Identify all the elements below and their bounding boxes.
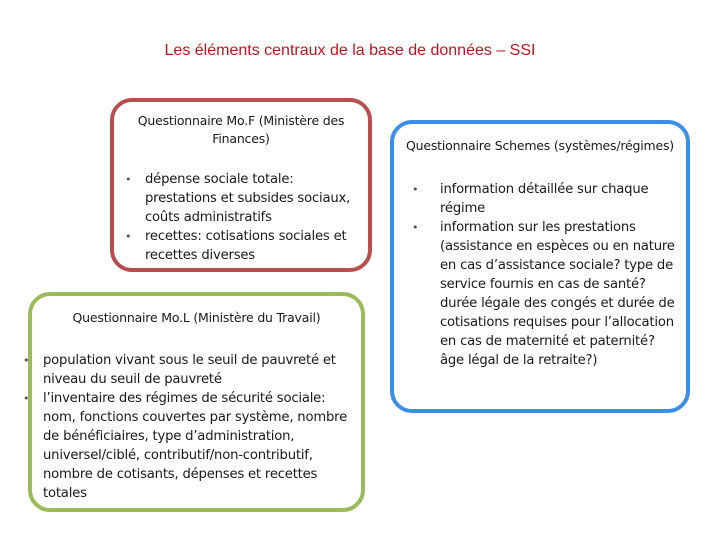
bullet-icon: •	[412, 221, 419, 234]
bullet-icon: •	[412, 183, 419, 196]
schemes-questionnaire-box	[390, 120, 690, 413]
slide-title: Les éléments centraux de la base de données – SSI	[164, 42, 536, 59]
mol-item-list	[23, 351, 355, 503]
schemes-item-list	[412, 180, 676, 370]
list-item-text: recettes: cotisations sociales et recettes diverses	[145, 229, 347, 263]
list-item-text: population vivant sous le seuil de pauvreté et niveau du seuil de pauvreté	[43, 353, 336, 387]
mol-box-title: Questionnaire Mo.L (Ministère du Travail)	[72, 310, 321, 325]
bullet-icon: •	[125, 230, 132, 243]
list-item-text: information sur les prestations (assistance en espèces ou en nature en cas d’assistance sociale? type de service fournis en cas de santé? durée légale des congés et durée de cotisations requises pour l’allocation en cas de maternité et paternité? âge légal de la retraite?)	[440, 220, 675, 368]
mol-questionnaire-box	[23, 292, 365, 512]
list-item	[412, 218, 676, 370]
list-item	[125, 170, 360, 227]
list-item	[23, 389, 355, 503]
mof-questionnaire-box	[110, 98, 372, 272]
mof-box-title: Questionnaire Mo.F (Ministère des Finances)	[137, 113, 345, 146]
list-item-text: dépense sociale totale: prestations et subsides sociaux, coûts administratifs	[145, 172, 351, 225]
list-item	[412, 180, 676, 218]
bullet-icon: •	[23, 354, 30, 367]
bullet-icon: •	[23, 392, 30, 405]
list-item-text: l’inventaire des régimes de sécurité sociale: nom, fonctions couvertes par système, nombre de bénéficiaires, type d’administration, universel/ciblé, contributif/non-contributif, nombre de cotisants, dépenses et recettes totales	[43, 391, 347, 501]
list-item-text: information détaillée sur chaque régime	[440, 182, 649, 216]
schemes-box-title: Questionnaire Schemes (systèmes/régimes)	[406, 138, 674, 153]
list-item	[23, 351, 355, 389]
bullet-icon: •	[125, 173, 132, 186]
list-item	[125, 227, 360, 265]
mof-item-list	[125, 170, 360, 265]
